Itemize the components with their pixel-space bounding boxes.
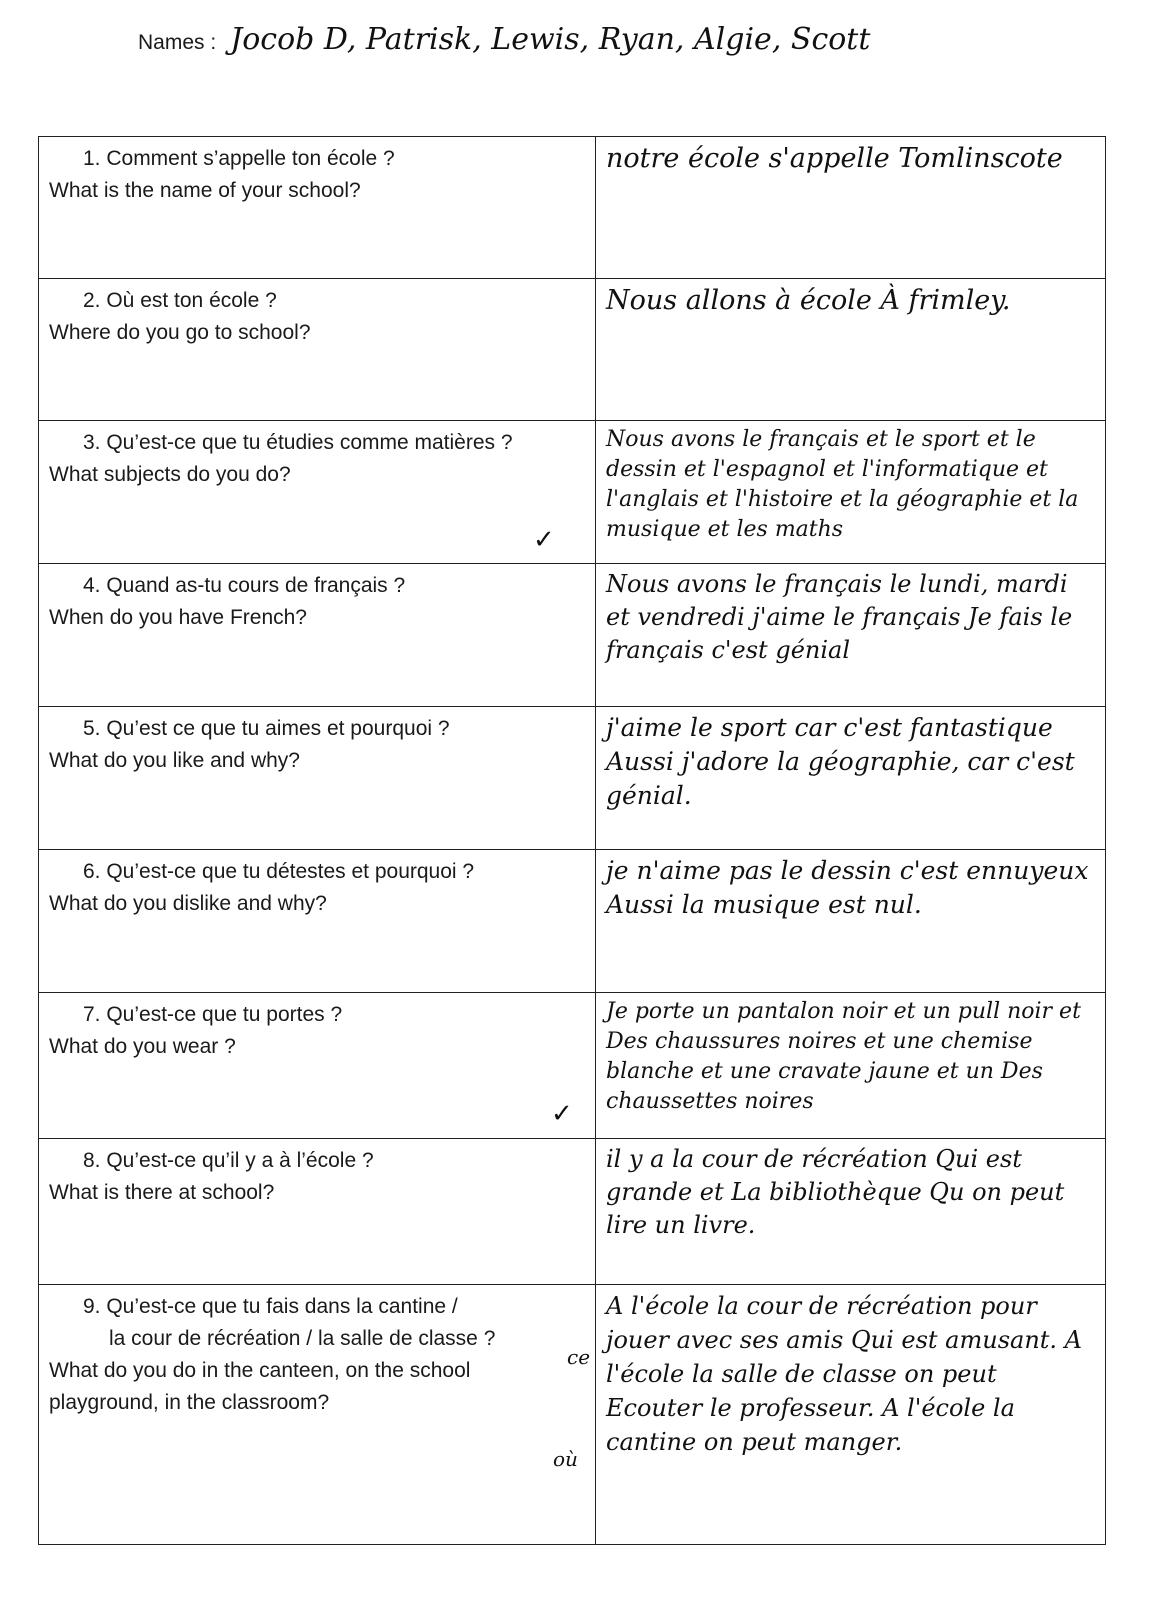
table-row xyxy=(39,137,1106,279)
answer-text: Nous allons à école À frimley. xyxy=(606,285,1011,316)
question-english: What is the name of your school? xyxy=(49,179,361,202)
tick-mark-icon: ✓ xyxy=(533,525,555,555)
answer-cell xyxy=(596,850,1106,993)
question-cell xyxy=(39,137,596,279)
question-french: 8. Qu’est-ce qu’il y a à l’école ? xyxy=(83,1149,374,1172)
answer-cell xyxy=(596,421,1106,564)
question-english: What subjects do you do? xyxy=(49,463,291,486)
question-cell xyxy=(39,1139,596,1285)
names-value: Jocob D, Patrisk, Lewis, Ryan, Algie, Scott xyxy=(230,22,871,57)
question-english: What do you like and why? xyxy=(49,749,300,772)
names-label: Names : xyxy=(138,31,217,54)
answer-text: j'aime le sport car c'est fantastique Aussi j'adore la géographie, car c'est génial. xyxy=(606,713,1075,810)
question-cell xyxy=(39,993,596,1139)
question-french: 6. Qu’est-ce que tu détestes et pourquoi ? xyxy=(83,860,475,883)
margin-note-ce: ce xyxy=(567,1345,591,1369)
answer-text: Je porte un pantalon noir et un pull noir et Des chaussures noires et une chemise blanche et une cravate jaune et un Des chaussettes noires xyxy=(606,999,1081,1114)
question-french: 5. Qu’est ce que tu aimes et pourquoi ? xyxy=(83,717,450,740)
question-french: 4. Quand as-tu cours de français ? xyxy=(83,574,406,597)
answer-text: Nous avons le français le lundi, mardi et vendredi j'aime le français Je fais le français c'est génial xyxy=(606,570,1073,664)
answer-text: il y a la cour de récréation Qui est grande et La bibliothèque Qu on peut lire un livre. xyxy=(606,1145,1065,1239)
question-cell xyxy=(39,1285,596,1545)
question-french: 9. Qu’est-ce que tu fais dans la cantine / xyxy=(83,1295,458,1318)
question-french-continued: la cour de récréation / la salle de classe ? xyxy=(109,1327,496,1350)
names-header xyxy=(138,22,870,57)
table-row xyxy=(39,850,1106,993)
table-row xyxy=(39,707,1106,850)
table-row xyxy=(39,421,1106,564)
answer-text: A l'école la cour de récréation pour jouer avec ses amis Qui est amusant. A l'école la salle de classe on peut Ecouter le professeur. A l'école la cantine on peut manger. xyxy=(606,1292,1083,1456)
question-english: When do you have French? xyxy=(49,606,307,629)
margin-note-ou: où xyxy=(553,1447,578,1471)
question-english: What do you dislike and why? xyxy=(49,892,327,915)
question-english: Where do you go to school? xyxy=(49,321,311,344)
answer-cell xyxy=(596,993,1106,1139)
answer-text: Nous avons le français et le sport et le dessin et l'espagnol et l'informatique et l'anglais et l'histoire et la géographie et la musique et les maths xyxy=(606,427,1079,542)
question-cell xyxy=(39,421,596,564)
answer-text: je n'aime pas le dessin c'est ennuyeux Aussi la musique est nul. xyxy=(606,856,1089,919)
questionnaire-table xyxy=(38,136,1106,1545)
question-cell xyxy=(39,279,596,421)
question-cell xyxy=(39,564,596,707)
question-english: What is there at school? xyxy=(49,1181,275,1204)
table-row xyxy=(39,993,1106,1139)
question-french: 7. Qu’est-ce que tu portes ? xyxy=(83,1003,343,1026)
table-row xyxy=(39,564,1106,707)
table-row xyxy=(39,279,1106,421)
question-english-continued: playground, in the classroom? xyxy=(49,1391,330,1414)
answer-cell xyxy=(596,1285,1106,1545)
question-cell xyxy=(39,850,596,993)
question-french: 3. Qu’est-ce que tu étudies comme matières ? xyxy=(83,431,513,454)
table-row xyxy=(39,1285,1106,1545)
question-english: What do you wear ? xyxy=(49,1035,236,1058)
tick-mark-icon: ✓ xyxy=(551,1099,573,1129)
question-french: 1. Comment s’appelle ton école ? xyxy=(83,147,395,170)
question-cell xyxy=(39,707,596,850)
answer-text: notre école s'appelle Tomlinscote xyxy=(606,143,1063,174)
question-french: 2. Où est ton école ? xyxy=(83,289,277,312)
table-row xyxy=(39,1139,1106,1285)
question-english: What do you do in the canteen, on the school xyxy=(49,1359,471,1382)
answer-cell xyxy=(596,707,1106,850)
answer-cell xyxy=(596,137,1106,279)
answer-cell xyxy=(596,1139,1106,1285)
answer-cell xyxy=(596,564,1106,707)
answer-cell xyxy=(596,279,1106,421)
